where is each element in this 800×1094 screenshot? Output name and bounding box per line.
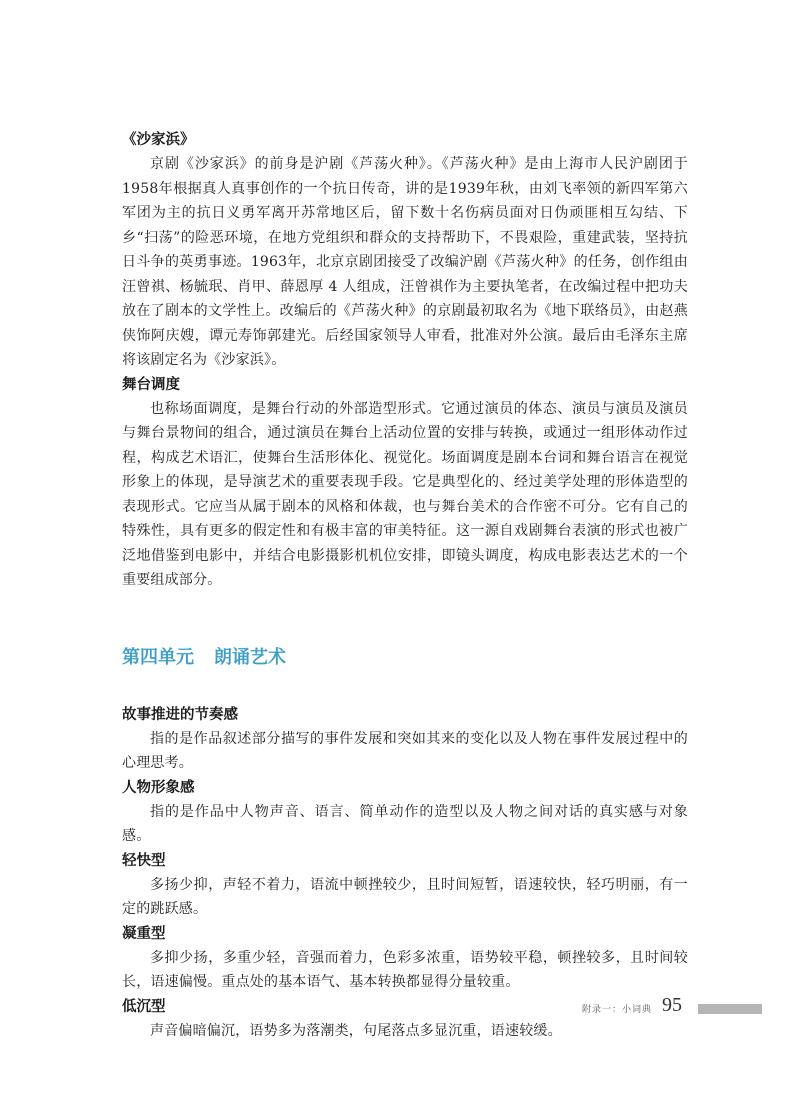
term-paragraph-stage-blocking: 也称场面调度，是舞台行动的外部造型形式。它通过演员的体态、演员与演员及演员与舞台景物间的组合，通过演员在舞台上活动位置的安排与转换，或通过一组形体动作过程，构成艺术语汇，使舞台生活形体化、视觉化。场面调度是剧本台词和舞台语言在视觉形象上的体现，是导演艺术的重要表现手段。它是典型化的、经过美学处理的形体造型的表现形式。它应当从属于剧本的风格和体裁，也与舞台美术的合作密不可分。它有自己的特殊性，具有更多的假定性和有极丰富的审美特征。这一源自戏剧舞台表演的形式也被广泛地借鉴到电影中，并结合电影摄影机机位安排，即镜头调度，构成电影表达艺术的一个重要组成部分。: [122, 400, 688, 588]
term-paragraph-shajiabang: 京剧《沙家浜》的前身是沪剧《芦荡火种》。《芦荡火种》是由上海市人民沪剧团于1958年根据真人真事创作的一个抗日传奇，讲的是1939年秋，由刘飞率领的新四军第六军团为主的抗日义勇军离开苏常地区后，留下数十名伤病员面对日伪顽匪相互勾结、下乡“扫荡”的险恶环境，在地方党组织和群众的支持帮助下，不畏艰险，重建武装，坚持抗日斗争的英勇事迹。1963年，北京京剧团接受了改编沪剧《芦荡火种》的任务，创作组由汪曾祺、杨毓珉、肖甲、薛恩厚 4 人组成，汪曾祺作为主要执笔者，在改编过程中把功夫放在了剧本的文学性上。改编后的《芦荡火种》的京剧最初取名为《地下联络员》，由赵燕侠饰阿庆嫂，谭元寿饰郭建光。后经国家领导人审看，批准对外公演。最后由毛泽东主席将该剧定名为《沙家浜》。: [122, 156, 688, 368]
footer-decorative-bar: [698, 1004, 762, 1014]
page-footer: [0, 994, 800, 1024]
page-content: [122, 128, 688, 1043]
term-heading: 故事推进的节奏感: [122, 706, 238, 723]
term-paragraph: 多扬少抑，声轻不着力，语流中顿挫较少，且时间短暂，语速较快，轻巧明丽，有一定的跳跃感。: [122, 876, 688, 917]
unit-name: 朗诵艺术: [214, 646, 286, 668]
unit-title: [122, 645, 688, 671]
footer-section-label: 附录一：小词典: [581, 1005, 652, 1015]
term-paragraph: 声音偏暗偏沉，语势多为落潮类，句尾落点多显沉重，语速较缓。: [150, 1022, 562, 1039]
term-paragraph: 多抑少扬，多重少轻，音强而着力，色彩多浓重，语势较平稳，顿挫较多，且时间较长，语速偏慢。重点处的基本语气、基本转换都显得分量较重。: [122, 949, 688, 990]
term-heading: 轻快型: [122, 852, 166, 869]
term-paragraph: 指的是作品叙述部分描写的事件发展和突如其来的变化以及人物在事件发展过程中的心理思考。: [122, 730, 688, 771]
unit-number: 第四单元: [122, 646, 194, 668]
page-number: 95: [662, 994, 682, 1016]
term-heading: 凝重型: [122, 925, 166, 942]
term-paragraph: 指的是作品中人物声音、语言、简单动作的造型以及人物之间对话的真实感与对象感。: [122, 803, 688, 844]
term-heading: 人物形象感: [122, 779, 195, 796]
term-heading-shajiabang: 《沙家浜》: [122, 132, 195, 148]
term-heading: 低沉型: [122, 998, 166, 1015]
term-heading-stage-blocking: 舞台调度: [122, 376, 180, 393]
